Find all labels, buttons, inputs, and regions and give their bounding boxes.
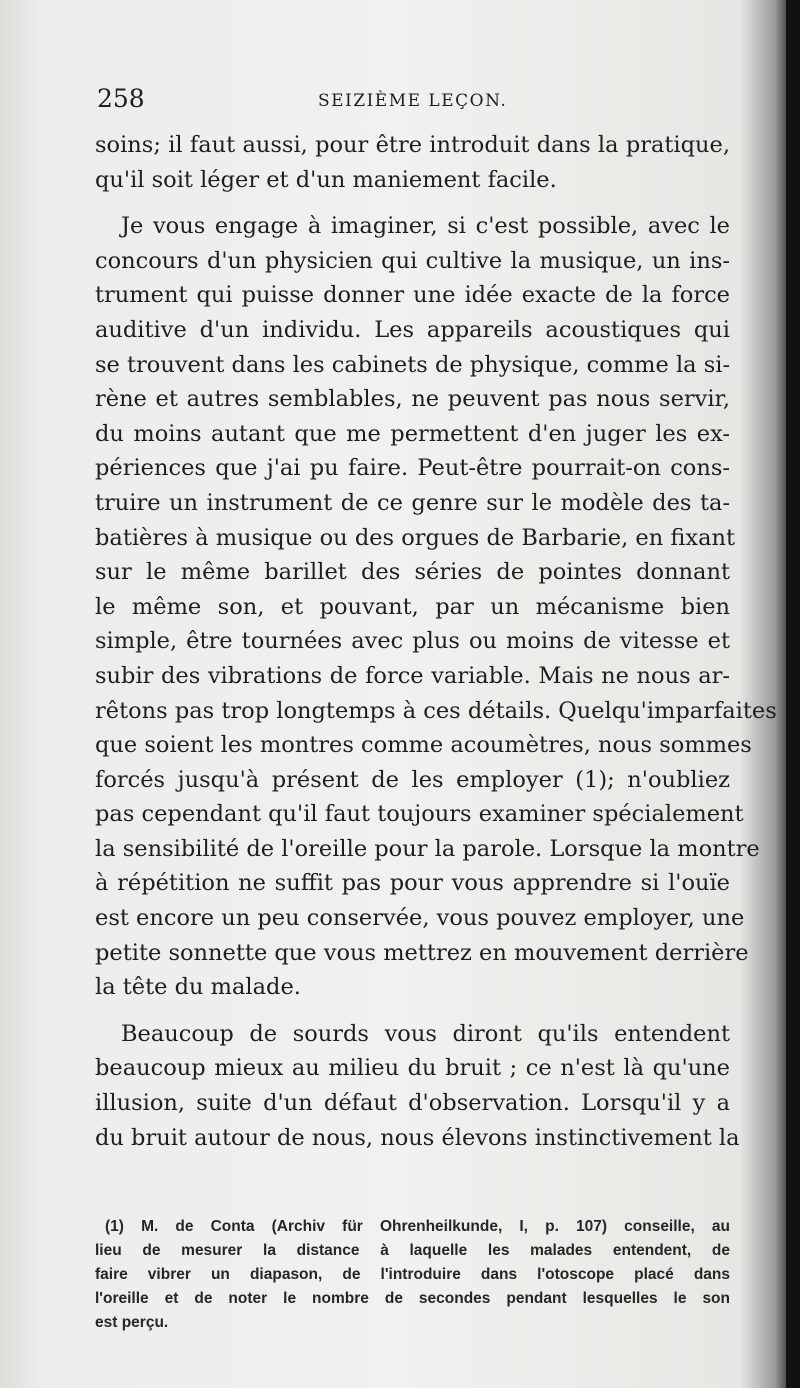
page-number: 258	[97, 84, 145, 113]
body-text	[95, 128, 777, 1155]
text-line: beaucoup mieux au milieu du bruit ; ce n'est là qu'une	[95, 1055, 730, 1082]
book-spine-shadow	[786, 0, 800, 1388]
text-line: subir des vibrations de force variable. Mais ne nous ar-	[95, 662, 730, 689]
footnote-line: (1) M. de Conta (Archiv für Ohrenheilkunde, I, p. 107) conseille, au	[105, 1218, 730, 1235]
text-line: petite sonnette que vous mettrez en mouvement derrière	[95, 939, 749, 966]
text-line: la tête du malade.	[95, 974, 301, 1001]
text-line: sur le même barillet des séries de pointes donnant	[95, 559, 730, 586]
text-line: du moins autant que me permettent d'en juger les ex-	[95, 420, 730, 447]
text-line: rène et autres semblables, ne peuvent pas nous servir,	[95, 386, 730, 413]
footnote-line: l'oreille et de noter le nombre de secondes pendant lesquelles le son	[95, 1290, 730, 1307]
running-title: SEIZIÈME LEÇON.	[318, 91, 508, 111]
paragraph-gap	[95, 197, 730, 209]
text-line: qu'il soit léger et d'un maniement facile.	[95, 166, 557, 193]
page-header	[97, 84, 697, 120]
text-line: à répétition ne suffit pas pour vous apprendre si l'ouïe	[95, 870, 730, 897]
text-line: simple, être tournées avec plus ou moins de vitesse et	[95, 628, 730, 655]
text-line: le même son, et pouvant, par un mécanisme bien	[95, 593, 730, 620]
text-line: est encore un peu conservée, vous pouvez employer, une	[95, 905, 745, 932]
text-line: Je vous engage à imaginer, si c'est possible, avec le	[121, 213, 730, 240]
text-line: la sensibilité de l'oreille pour la parole. Lorsque la montre	[95, 835, 760, 862]
text-line: périences que j'ai pu faire. Peut-être pourrait-on cons-	[95, 455, 730, 482]
text-line: se trouvent dans les cabinets de physique, comme la si-	[95, 351, 731, 378]
text-line: truire un instrument de ce genre sur le modèle des ta-	[95, 489, 730, 516]
text-line: soins; il faut aussi, pour être introduit dans la pratique,	[95, 132, 730, 158]
text-line: que soient les montres comme acoumètres, nous sommes	[95, 732, 752, 759]
footnote-line: faire vibrer un diapason, de l'introduire dans l'otoscope placé dans	[95, 1266, 730, 1283]
paragraph-gap	[95, 1005, 730, 1017]
text-line: pas cependant qu'il faut toujours examiner spécialement	[95, 801, 744, 828]
text-line: rêtons pas trop longtemps à ces détails. Quelqu'imparfaites	[95, 697, 777, 724]
footnote	[95, 1215, 730, 1335]
footnote-line: lieu de mesurer la distance à laquelle les malades entendent, de	[95, 1242, 730, 1259]
text-line: illusion, suite d'un défaut d'observation. Lorsqu'il y a	[95, 1090, 730, 1117]
text-line: trument qui puisse donner une idée exacte de la force	[95, 282, 730, 309]
text-line: auditive d'un individu. Les appareils acoustiques qui	[95, 316, 730, 343]
footnote-line: est perçu.	[95, 1314, 169, 1331]
text-line: batières à musique ou des orgues de Barbarie, en fixant	[95, 524, 736, 551]
text-line: forcés jusqu'à présent de les employer (1); n'oubliez	[95, 766, 730, 793]
text-line: du bruit autour de nous, nous élevons instinctivement la	[95, 1124, 740, 1151]
text-line: concours d'un physicien qui cultive la musique, un ins-	[95, 247, 730, 274]
text-line: Beaucoup de sourds vous diront qu'ils entendent	[121, 1020, 730, 1047]
